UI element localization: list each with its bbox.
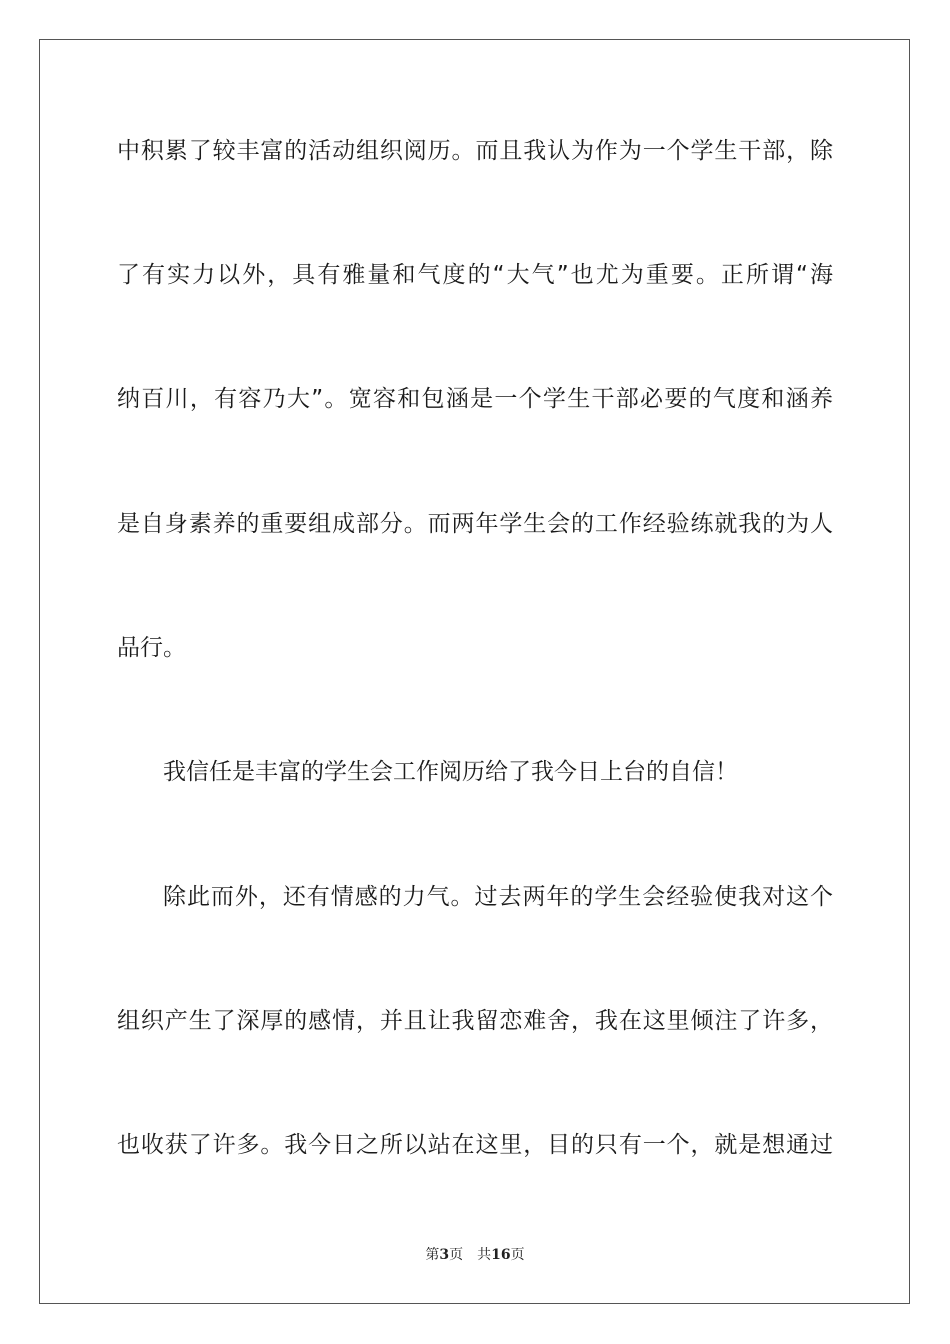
current-page-number: 3 <box>439 1247 450 1263</box>
page-footer <box>0 1246 950 1264</box>
total-page-count: 16 <box>491 1247 511 1263</box>
paragraph-line: 了有实力以外，具有雅量和气度的“大气”也尤为重要。正所谓“海 <box>117 262 833 288</box>
page-prefix: 第 <box>425 1247 440 1263</box>
paragraph-line: 我信任是丰富的学生会工作阅历给了我今日上台的自信！ <box>163 759 738 785</box>
paragraph-line: 也收获了许多。我今日之所以站在这里，目的只有一个，就是想通过 <box>117 1132 833 1158</box>
total-prefix: 共 <box>477 1247 492 1263</box>
paragraph-line: 品行。 <box>117 635 186 661</box>
paragraph-line: 中积累了较丰富的活动组织阅历。而且我认为作为一个学生干部，除 <box>117 138 833 164</box>
paragraph-line: 组织产生了深厚的感情，并且让我留恋难舍，我在这里倾注了许多， <box>117 1008 833 1034</box>
paragraph-line: 除此而外，还有情感的力气。过去两年的学生会经验使我对这个 <box>163 884 833 910</box>
paragraph-line: 是自身素养的重要组成部分。而两年学生会的工作经验练就我的为人 <box>117 511 833 537</box>
page-border <box>39 39 910 1304</box>
paragraph-line: 纳百川，有容乃大”。宽容和包涵是一个学生干部必要的气度和涵养 <box>117 386 833 412</box>
page-suffix: 页 <box>449 1247 464 1263</box>
total-suffix: 页 <box>510 1247 525 1263</box>
